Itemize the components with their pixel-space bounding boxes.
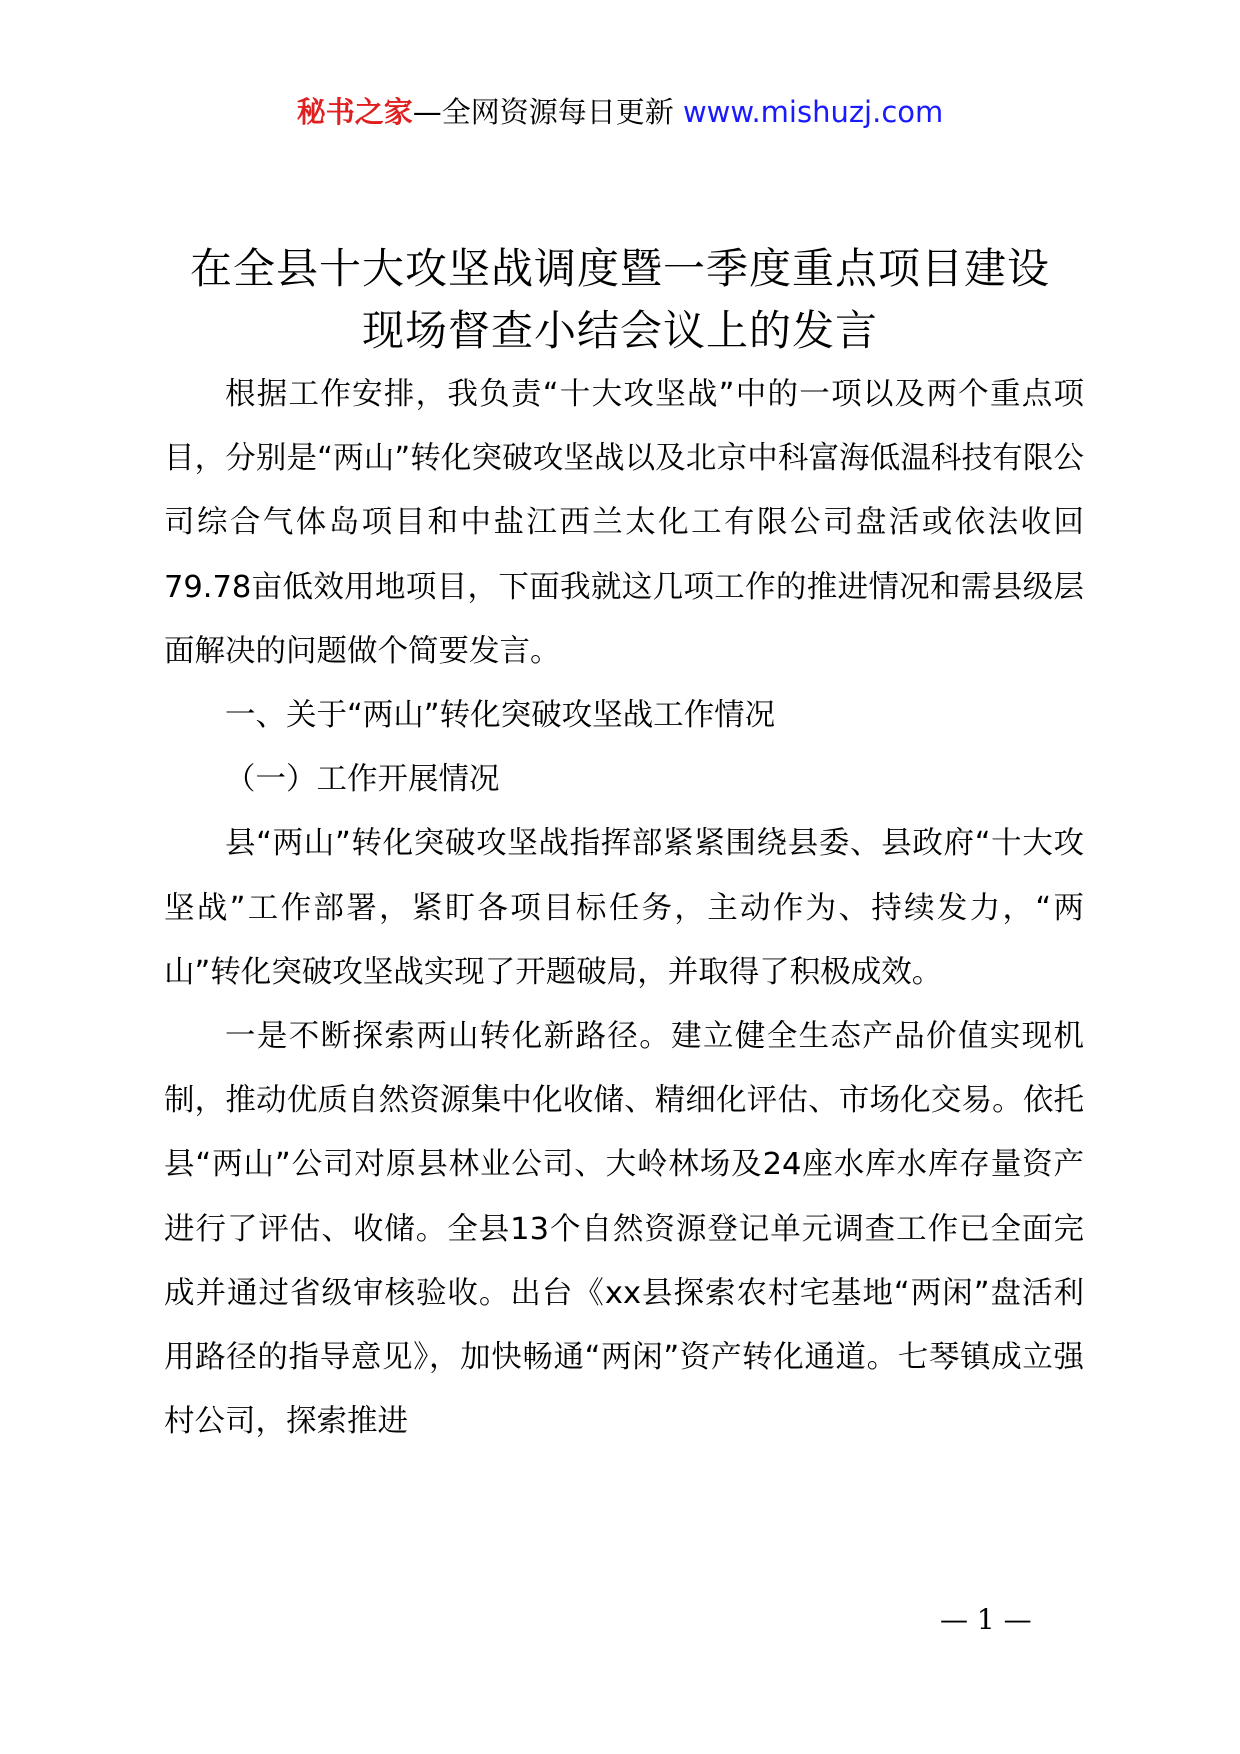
- subsection-heading: （一）工作开展情况: [225, 762, 500, 798]
- site-brand: 秘书之家: [296, 95, 413, 129]
- document-title: [150, 238, 1090, 362]
- site-header: [0, 92, 1240, 132]
- body-paragraph: 根据工作安排，我负责“十大攻坚战”中的一项以及两个重点项目，分别是“两山”转化突破攻坚战以及北京中科富海低温科技有限公司综合气体岛项目和中盐江西兰太化工有限公司盘活或依法收回79.78亩低效用地项目，下面我就这几项工作的推进情况和需县级层面解决的问题做个简要发言。: [164, 377, 1084, 669]
- body-paragraph: 一是不断探索两山转化新路径。建立健全生态产品价值实现机制，推动优质自然资源集中化收储、精细化评估、市场化交易。依托县“两山”公司对原县林业公司、大岭林场及24座水库水库存量资产进行了评估、收储。全县13个自然资源登记单元调查工作已全面完成并通过省级审核验收。出台《xx县探索农村宅基地“两闲”盘活利用路径的指导意见》，加快畅通“两闲”资产转化通道。七琴镇成立强村公司，探索推进: [164, 1019, 1084, 1440]
- body-paragraph: 县“两山”转化突破攻坚战指挥部紧紧围绕县委、县政府“十大攻坚战”工作部署，紧盯各项目标任务，主动作为、持续发力，“两山”转化突破攻坚战实现了开题破局，并取得了积极成效。: [164, 826, 1084, 990]
- page-number: — 1 —: [940, 1603, 1032, 1636]
- section-heading: 一、关于“两山”转化突破攻坚战工作情况: [225, 698, 776, 734]
- site-url-link[interactable]: www.mishuzj.com: [682, 95, 944, 129]
- document-body: [164, 363, 1084, 1454]
- site-tagline: —全网资源每日更新: [412, 95, 683, 129]
- title-line-1: 在全县十大攻坚战调度暨一季度重点项目建设: [189, 244, 1050, 293]
- title-line-2: 现场督查小结会议上的发言: [361, 306, 878, 355]
